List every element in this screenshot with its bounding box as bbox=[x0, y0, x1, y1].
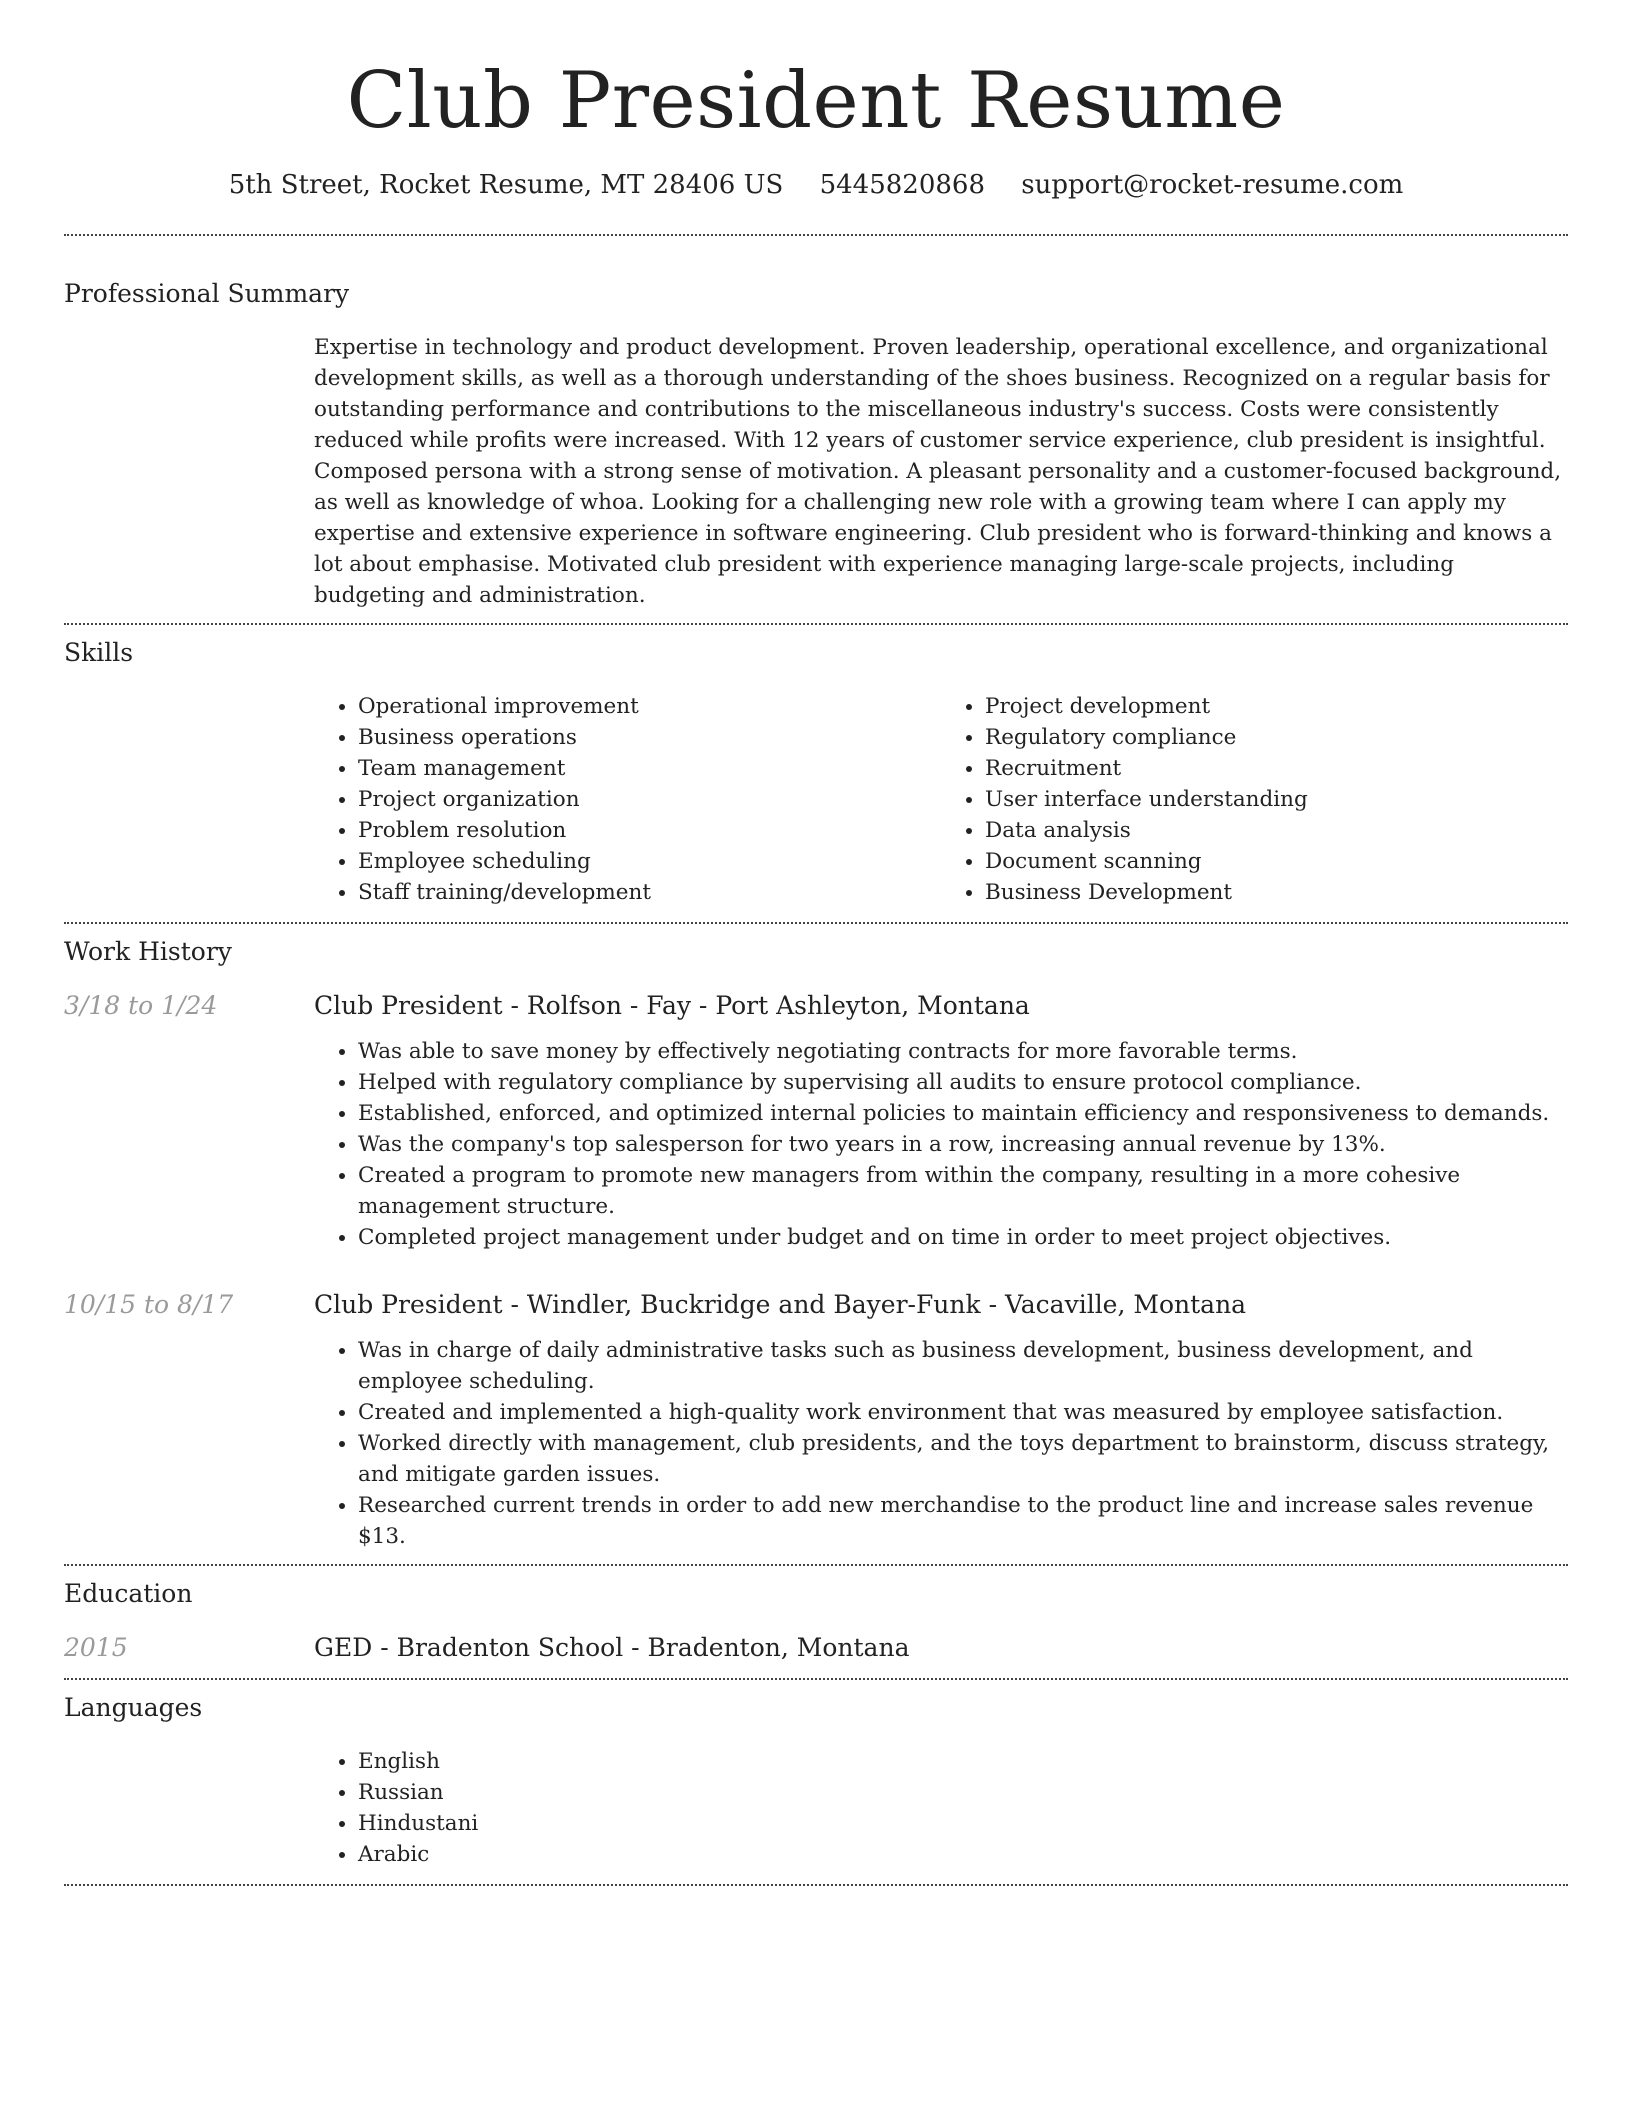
job-bullet: • Created a program to promote new managers from within the company, resulting in a more cohesive management structure. bbox=[358, 1160, 1568, 1222]
job-bullet: • Established, enforced, and optimized internal policies to maintain efficiency and responsiveness to demands. bbox=[358, 1098, 1568, 1129]
summary-content bbox=[314, 332, 1568, 623]
skills-list-right bbox=[941, 691, 1568, 908]
job-title: Club President - Windler, Buckridge and Bayer-Funk - Vacaville, Montana bbox=[314, 1290, 1247, 1319]
skills-heading: Skills bbox=[64, 638, 134, 667]
work-history-section bbox=[64, 924, 1568, 1564]
page-title: Club President Resume bbox=[346, 56, 1286, 146]
languages-section bbox=[64, 1680, 1568, 1884]
skill-item: • Team management bbox=[358, 753, 941, 784]
skill-item: • Business Development bbox=[985, 877, 1568, 908]
education-title: GED - Bradenton School - Bradenton, Montana bbox=[314, 1633, 910, 1662]
language-item: • English bbox=[358, 1746, 1568, 1777]
job-bullet: • Was the company's top salesperson for two years in a row, increasing annual revenue by 13%. bbox=[358, 1129, 1568, 1160]
job-bullets bbox=[314, 1036, 1568, 1253]
skill-item: • Recruitment bbox=[985, 753, 1568, 784]
resume-page bbox=[64, 0, 1568, 1886]
contact-email: support@rocket-resume.com bbox=[1021, 170, 1404, 200]
languages-content bbox=[314, 1746, 1568, 1884]
job-bullet: • Was able to save money by effectively negotiating contracts for more favorable terms. bbox=[358, 1036, 1568, 1067]
skill-item: • Project development bbox=[985, 691, 1568, 722]
job-title: Club President - Rolfson - Fay - Port Ashleyton, Montana bbox=[314, 991, 1030, 1020]
skill-item: • Staff training/development bbox=[358, 877, 941, 908]
summary-text: Expertise in technology and product development. Proven leadership, operational excellence, and organizational development skills, as well as a thorough understanding of the shoes business. Recognized on a regular basis for outstanding performance and contributions to the miscellaneous industry's success. Costs were consistently reduced while profits were increased. With 12 years of customer service experience, club president is insightful. Composed persona with a strong sense of motivation. A pleasant personality and a customer-focused background, as well as knowledge of whoa. Looking for a challenging new role with a growing team where I can apply my expertise and extensive experience in software engineering. Club president who is forward-thinking and knows a lot about emphasise. Motivated club president with experience managing large-scale projects, including budgeting and administration. bbox=[314, 335, 1562, 608]
skill-item: • Data analysis bbox=[985, 815, 1568, 846]
job-dates: 10/15 to 8/17 bbox=[64, 1290, 234, 1319]
work-history-heading: Work History bbox=[64, 937, 232, 966]
job-bullet: • Researched current trends in order to add new merchandise to the product line and increase sales revenue $13. bbox=[358, 1490, 1568, 1552]
summary-heading: Professional Summary bbox=[64, 279, 350, 308]
skill-item: • Operational improvement bbox=[358, 691, 941, 722]
skill-item: • Document scanning bbox=[985, 846, 1568, 877]
skills-list-left bbox=[314, 691, 941, 908]
skill-item: • Regulatory compliance bbox=[985, 722, 1568, 753]
education-section bbox=[64, 1566, 1568, 1678]
job-header bbox=[64, 1289, 1568, 1321]
summary-section bbox=[64, 236, 1568, 623]
section-divider bbox=[64, 1884, 1568, 1886]
language-item: • Russian bbox=[358, 1777, 1568, 1808]
job-details bbox=[314, 1335, 1568, 1552]
skills-section bbox=[64, 625, 1568, 922]
job-bullets bbox=[314, 1335, 1568, 1552]
skill-item: • Problem resolution bbox=[358, 815, 941, 846]
job-bullet: • Created and implemented a high-quality work environment that was measured by employee satisfaction. bbox=[358, 1397, 1568, 1428]
contact-phone: 5445820868 bbox=[819, 170, 986, 200]
job-bullet: • Helped with regulatory compliance by supervising all audits to ensure protocol compliance. bbox=[358, 1067, 1568, 1098]
languages-heading: Languages bbox=[64, 1693, 203, 1722]
education-entry bbox=[64, 1632, 1568, 1664]
job-details bbox=[314, 1036, 1568, 1253]
contact-address: 5th Street, Rocket Resume, MT 28406 US bbox=[228, 170, 784, 200]
job-dates: 3/18 to 1/24 bbox=[64, 991, 218, 1020]
languages-list bbox=[314, 1746, 1568, 1870]
job-entry bbox=[64, 1289, 1568, 1552]
job-bullet: • Completed project management under budget and on time in order to meet project objectives. bbox=[358, 1222, 1568, 1253]
contact-line bbox=[64, 168, 1568, 202]
language-item: • Hindustani bbox=[358, 1808, 1568, 1839]
job-bullet: • Worked directly with management, club presidents, and the toys department to brainstorm, discuss strategy, and mitigate garden issues. bbox=[358, 1428, 1568, 1490]
skill-item: • User interface understanding bbox=[985, 784, 1568, 815]
language-item: • Arabic bbox=[358, 1839, 1568, 1870]
job-bullet: • Was in charge of daily administrative tasks such as business development, business development, and employee scheduling. bbox=[358, 1335, 1568, 1397]
skill-item: • Project organization bbox=[358, 784, 941, 815]
education-year: 2015 bbox=[64, 1633, 128, 1662]
skill-item: • Employee scheduling bbox=[358, 846, 941, 877]
education-heading: Education bbox=[64, 1579, 193, 1608]
skills-content bbox=[314, 691, 1568, 922]
skill-item: • Business operations bbox=[358, 722, 941, 753]
job-entry bbox=[64, 990, 1568, 1253]
job-header bbox=[64, 990, 1568, 1022]
